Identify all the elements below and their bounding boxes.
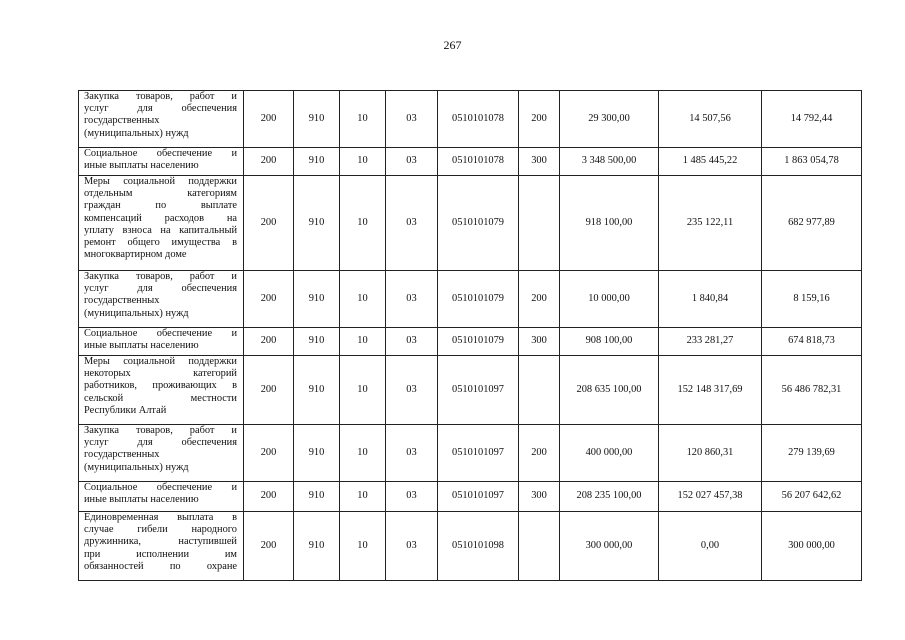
name-line: государственных xyxy=(84,295,160,307)
cell-amount-planned: 400 000,00 xyxy=(560,425,659,482)
cell-amount-remaining: 300 000,00 xyxy=(762,512,862,581)
cell-amount-remaining: 56 486 782,31 xyxy=(762,356,862,425)
cell-code-1: 200 xyxy=(244,328,294,356)
cell-section: 10 xyxy=(340,425,386,482)
cell-amount-planned: 10 000,00 xyxy=(560,271,659,328)
name-line: Республики Алтай xyxy=(84,404,167,416)
name-line: государственных xyxy=(84,449,160,461)
cell-expense-type: 200 xyxy=(519,91,560,148)
cell-amount-executed: 120 860,31 xyxy=(659,425,762,482)
cell-subsection: 03 xyxy=(386,148,438,176)
cell-subsection: 03 xyxy=(386,91,438,148)
cell-subsection: 03 xyxy=(386,176,438,271)
budget-table xyxy=(78,90,862,581)
name-line: (муниципальных) нужд xyxy=(84,127,189,139)
cell-amount-planned: 208 635 100,00 xyxy=(560,356,659,425)
cell-subsection: 03 xyxy=(386,425,438,482)
cell-code-2: 910 xyxy=(294,512,340,581)
name-line: Закупка товаров, работ и xyxy=(84,425,237,436)
cell-code-1: 200 xyxy=(244,271,294,328)
cell-amount-planned: 29 300,00 xyxy=(560,91,659,148)
name-line: Социальное обеспечение и xyxy=(84,148,237,159)
name-line: многоквартирном доме xyxy=(84,249,187,261)
cell-name xyxy=(79,271,244,328)
cell-section: 10 xyxy=(340,271,386,328)
name-line: услуг для обеспечения xyxy=(84,437,237,449)
cell-amount-executed: 152 148 317,69 xyxy=(659,356,762,425)
cell-amount-planned: 3 348 500,00 xyxy=(560,148,659,176)
cell-amount-planned: 918 100,00 xyxy=(560,176,659,271)
cell-amount-executed: 235 122,11 xyxy=(659,176,762,271)
cell-amount-remaining: 1 863 054,78 xyxy=(762,148,862,176)
name-line: отдельным категориям xyxy=(84,188,237,200)
cell-amount-remaining: 674 818,73 xyxy=(762,328,862,356)
cell-code-2: 910 xyxy=(294,148,340,176)
table-row xyxy=(79,328,862,356)
cell-code-2: 910 xyxy=(294,271,340,328)
name-line: случае гибели народного xyxy=(84,524,237,536)
cell-subsection: 03 xyxy=(386,328,438,356)
cell-code-2: 910 xyxy=(294,356,340,425)
cell-name xyxy=(79,148,244,176)
name-line: услуг для обеспечения xyxy=(84,103,237,115)
name-line: уплату взноса на капитальный xyxy=(84,224,237,236)
cell-expense-type xyxy=(519,512,560,581)
cell-amount-remaining: 56 207 642,62 xyxy=(762,482,862,512)
name-line: Меры социальной поддержки xyxy=(84,176,237,187)
cell-amount-planned: 300 000,00 xyxy=(560,512,659,581)
cell-target-article: 0510101097 xyxy=(438,482,519,512)
table-row xyxy=(79,356,862,425)
cell-amount-remaining: 8 159,16 xyxy=(762,271,862,328)
cell-amount-executed: 1 485 445,22 xyxy=(659,148,762,176)
cell-amount-executed: 0,00 xyxy=(659,512,762,581)
cell-section: 10 xyxy=(340,482,386,512)
cell-code-1: 200 xyxy=(244,148,294,176)
cell-subsection: 03 xyxy=(386,356,438,425)
cell-section: 10 xyxy=(340,356,386,425)
cell-section: 10 xyxy=(340,176,386,271)
cell-amount-executed: 233 281,27 xyxy=(659,328,762,356)
cell-section: 10 xyxy=(340,148,386,176)
name-line: ремонт общего имущества в xyxy=(84,237,237,249)
cell-expense-type xyxy=(519,356,560,425)
cell-expense-type: 300 xyxy=(519,328,560,356)
table-row xyxy=(79,425,862,482)
cell-expense-type: 200 xyxy=(519,271,560,328)
cell-code-2: 910 xyxy=(294,425,340,482)
cell-target-article: 0510101098 xyxy=(438,512,519,581)
name-line: Закупка товаров, работ и xyxy=(84,91,237,102)
cell-name xyxy=(79,176,244,271)
cell-name xyxy=(79,91,244,148)
table-row xyxy=(79,176,862,271)
name-line: Единовременная выплата в xyxy=(84,512,237,523)
cell-code-2: 910 xyxy=(294,328,340,356)
cell-name xyxy=(79,356,244,425)
cell-expense-type: 200 xyxy=(519,425,560,482)
cell-amount-executed: 152 027 457,38 xyxy=(659,482,762,512)
cell-code-1: 200 xyxy=(244,176,294,271)
table-row xyxy=(79,148,862,176)
name-line: государственных xyxy=(84,115,160,127)
table-row xyxy=(79,271,862,328)
cell-expense-type: 300 xyxy=(519,148,560,176)
name-line: дружинника, наступившей xyxy=(84,536,237,548)
cell-amount-planned: 908 100,00 xyxy=(560,328,659,356)
name-line: граждан по выплате xyxy=(84,200,237,212)
cell-code-1: 200 xyxy=(244,356,294,425)
cell-subsection: 03 xyxy=(386,271,438,328)
cell-amount-planned: 208 235 100,00 xyxy=(560,482,659,512)
cell-target-article: 0510101079 xyxy=(438,176,519,271)
name-line: некоторых категорий xyxy=(84,368,237,380)
cell-subsection: 03 xyxy=(386,482,438,512)
name-line: компенсаций расходов на xyxy=(84,212,237,224)
cell-name xyxy=(79,482,244,512)
cell-code-2: 910 xyxy=(294,482,340,512)
name-line: иные выплаты населению xyxy=(84,340,199,352)
cell-target-article: 0510101078 xyxy=(438,148,519,176)
name-line: Социальное обеспечение и xyxy=(84,328,237,339)
cell-name xyxy=(79,512,244,581)
name-line: услуг для обеспечения xyxy=(84,283,237,295)
cell-code-1: 200 xyxy=(244,91,294,148)
cell-code-1: 200 xyxy=(244,512,294,581)
cell-target-article: 0510101097 xyxy=(438,356,519,425)
name-line: обязанностей по охране xyxy=(84,560,237,572)
name-line: Закупка товаров, работ и xyxy=(84,271,237,282)
cell-expense-type xyxy=(519,176,560,271)
cell-section: 10 xyxy=(340,328,386,356)
table-row xyxy=(79,91,862,148)
name-line: Меры социальной поддержки xyxy=(84,356,237,367)
cell-section: 10 xyxy=(340,512,386,581)
name-line: (муниципальных) нужд xyxy=(84,307,189,319)
name-line: при исполнении им xyxy=(84,548,237,560)
cell-amount-remaining: 682 977,89 xyxy=(762,176,862,271)
name-line: сельской местности xyxy=(84,392,237,404)
cell-amount-remaining: 14 792,44 xyxy=(762,91,862,148)
cell-amount-executed: 1 840,84 xyxy=(659,271,762,328)
cell-expense-type: 300 xyxy=(519,482,560,512)
name-line: работников, проживающих в xyxy=(84,380,237,392)
name-line: иные выплаты населению xyxy=(84,160,199,172)
page-number: 267 xyxy=(443,38,462,52)
name-line: иные выплаты населению xyxy=(84,494,199,506)
cell-target-article: 0510101097 xyxy=(438,425,519,482)
cell-code-2: 910 xyxy=(294,176,340,271)
name-line: (муниципальных) нужд xyxy=(84,461,189,473)
cell-section: 10 xyxy=(340,91,386,148)
cell-amount-executed: 14 507,56 xyxy=(659,91,762,148)
cell-code-1: 200 xyxy=(244,482,294,512)
cell-amount-remaining: 279 139,69 xyxy=(762,425,862,482)
cell-target-article: 0510101078 xyxy=(438,91,519,148)
cell-target-article: 0510101079 xyxy=(438,328,519,356)
name-line: Социальное обеспечение и xyxy=(84,482,237,493)
table-row xyxy=(79,512,862,581)
cell-name xyxy=(79,328,244,356)
cell-target-article: 0510101079 xyxy=(438,271,519,328)
cell-code-2: 910 xyxy=(294,91,340,148)
table-body xyxy=(79,91,862,581)
cell-code-1: 200 xyxy=(244,425,294,482)
cell-name xyxy=(79,425,244,482)
cell-subsection: 03 xyxy=(386,512,438,581)
table-row xyxy=(79,482,862,512)
